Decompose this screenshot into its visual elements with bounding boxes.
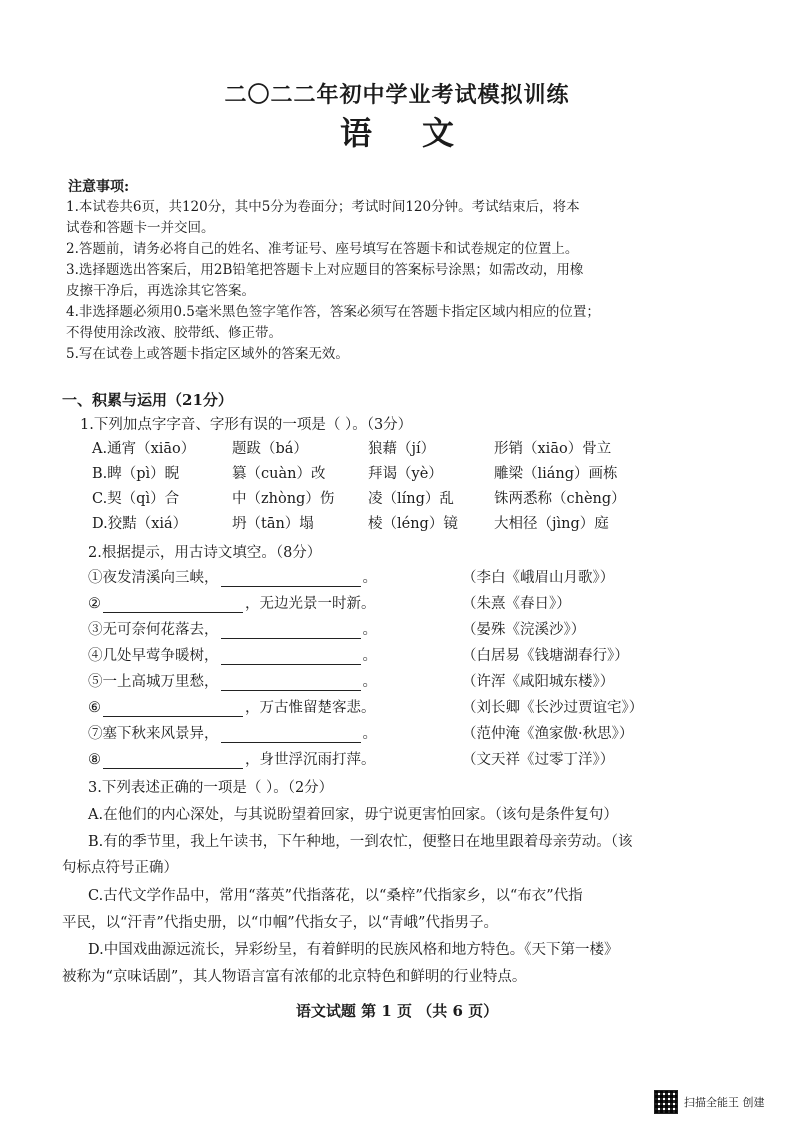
poem-source: （朱熹《春日》） [462,596,571,612]
poem-source: （晏殊《浣溪沙》） [462,622,586,638]
answer-blank[interactable] [103,598,243,613]
poem-item [88,618,377,639]
q1-option-a-1: A.通宵（xiāo） [92,441,196,457]
q1-option-a-2: 题跋（bá） [232,441,308,457]
poem-source: （范仲淹《渔家傲·秋思》） [462,726,634,742]
q1-option-c-2: 中（zhòng）伤 [232,491,335,507]
q3-option-b-cont: 句标点符号正确） [62,860,178,876]
notice-line: 2.答题前，请务必将自己的姓名、准考证号、座号填写在答题卡和试卷规定的位置上。 [66,241,579,257]
poem-suffix: ，无边光景一时新。 [245,596,376,612]
q1-option-b-4: 雕梁（liáng）画栋 [494,466,618,482]
scanner-label: 扫描全能王 创建 [684,1096,765,1109]
poem-suffix: 。 [362,726,377,742]
page-footer: 语文试题 第 1 页 （共 6 页） [295,1002,499,1020]
question-1-stem: 1.下列加点字字音、字形有误的一项是（ ）。（3分） [80,417,413,433]
poem-source: （白居易《钱塘湖春行》） [462,648,629,664]
poem-item [88,722,377,743]
poem-item [88,592,376,613]
notice-line: 皮擦干净后，再选涂其它答案。 [66,283,255,299]
q1-option-c-3: 凌（líng）乱 [368,491,454,507]
q3-option-d-cont: 被称为“京味话剧”，其人物语言富有浓郁的北京特色和鲜明的行业特点。 [62,969,527,985]
poem-source: （许浑《咸阳城东楼》） [462,674,615,690]
answer-blank[interactable] [103,754,243,769]
poem-suffix: 。 [362,648,377,664]
poem-prefix: ⑤一上高城万里愁， [88,674,219,690]
poem-suffix: ，万古惟留楚客悲。 [245,700,376,716]
notice-line: 4.非选择题必须用0.5毫米黑色签字笔作答，答案必须写在答题卡指定区域内相应的位置； [66,304,600,320]
q3-option-c-cont: 平民，以“汗青”代指史册，以“巾帼”代指女子，以“青峨”代指男子。 [62,915,498,931]
poem-source: （文天祥《过零丁洋》） [462,752,615,768]
notice-line: 3.选择题选出答案后，用2B铅笔把答题卡上对应题目的答案标号涂黑；如需改动，用橡 [66,262,584,278]
q1-option-d-3: 棱（léng）镜 [368,516,458,532]
poem-item [88,748,376,769]
q1-option-a-3: 狼藉（jí） [368,441,436,457]
poem-suffix: 。 [362,622,377,638]
answer-blank[interactable] [221,728,361,743]
qr-code-icon [654,1090,678,1114]
question-3-stem: 3.下列表述正确的一项是（ ）。（2分） [88,780,334,796]
notice-title: 注意事项: [68,179,130,195]
answer-blank[interactable] [221,572,361,587]
q1-option-b-3: 拜谒（yè） [368,466,443,482]
question-2-stem: 2.根据提示，用古诗文填空。（8分） [88,545,322,561]
q1-option-b-1: B.睥（pì）睨 [92,466,180,482]
answer-blank[interactable] [221,676,361,691]
poem-prefix: ⑧ [88,752,101,768]
q1-option-c-1: C.契（qì）合 [92,491,180,507]
notice-line: 1.本试卷共6页，共120分，其中5分为卷面分；考试时间120分钟。考试结束后，将本 [66,199,580,215]
notice-line: 试卷和答题卡一并交回。 [66,220,215,236]
poem-item [88,696,376,717]
notice-line: 5.写在试卷上或答题卡指定区域外的答案无效。 [66,346,349,362]
q3-option-b: B.有的季节里，我上午读书，下午种地，一到农忙，便整日在地里跟着母亲劳动。（该 [88,834,633,850]
q3-option-d: D.中国戏曲源远流长，异彩纷呈，有着鲜明的民族风格和地方特色。《天下第一楼》 [88,942,619,958]
poem-item [88,670,377,691]
poem-prefix: ①夜发清溪向三峡， [88,570,219,586]
q1-option-c-4: 铢两悉称（chèng） [494,491,626,507]
q1-option-b-2: 篡（cuàn）改 [232,466,326,482]
poem-prefix: ⑥ [88,700,101,716]
q1-option-a-4: 形销（xiāo）骨立 [494,441,612,457]
poem-suffix: 。 [362,674,377,690]
notice-line: 不得使用涂改液、胶带纸、修正带。 [66,325,282,341]
q1-option-d-2: 坍（tān）塌 [232,516,314,532]
answer-blank[interactable] [221,624,361,639]
poem-suffix: ，身世浮沉雨打萍。 [245,752,376,768]
answer-blank[interactable] [221,650,361,665]
q1-option-d-1: D.狡黠（xiá） [92,516,188,532]
poem-source: （刘长卿《长沙过贾谊宅》） [462,700,644,716]
exam-title: 二〇二二年初中学业考试模拟训练 [224,82,570,108]
q3-option-c: C.古代文学作品中，常用“落英”代指落花，以“桑梓”代指家乡，以“布衣”代指 [88,888,583,904]
poem-prefix: ⑦塞下秋来风景异， [88,726,219,742]
poem-prefix: ③无可奈何花落去， [88,622,219,638]
poem-item [88,566,377,587]
subject-title: 语文 [339,114,504,152]
poem-item [88,644,377,665]
poem-prefix: ④几处早莺争暖树， [88,648,219,664]
poem-source: （李白《峨眉山月歌》） [462,570,615,586]
section-heading: 一、积累与运用（21分） [62,391,233,409]
poem-suffix: 。 [362,570,377,586]
poem-prefix: ② [88,596,101,612]
answer-blank[interactable] [103,702,243,717]
q1-option-d-4: 大相径（jìng）庭 [494,516,609,532]
q3-option-a: A.在他们的内心深处，与其说盼望着回家，毋宁说更害怕回家。（该句是条件复句） [88,807,618,823]
